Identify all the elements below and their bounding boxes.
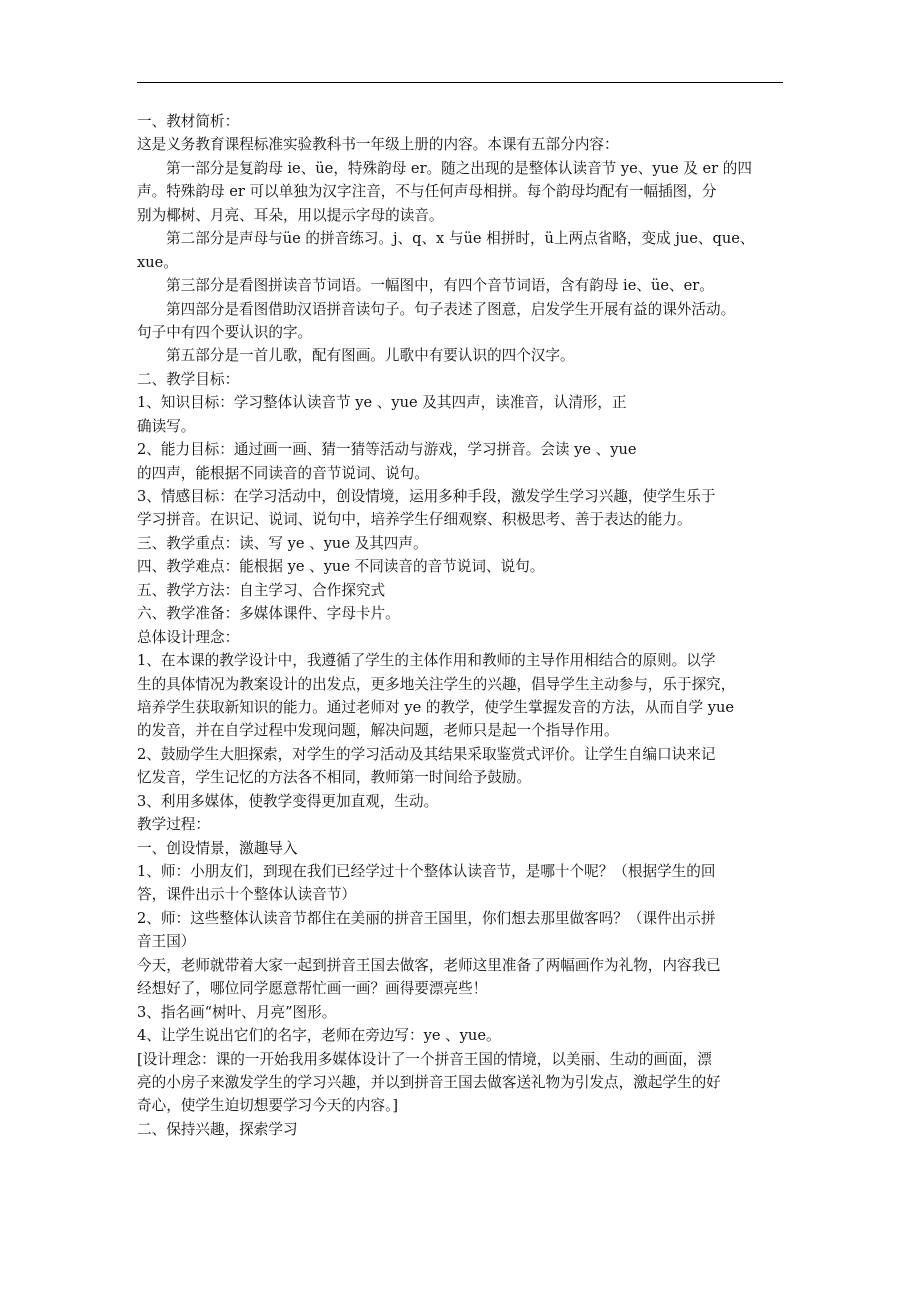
text-line: 第二部分是声母与üe 的拼音练习。j、q、x 与üe 相拼时，ü上两点省略，变成 jue、que、 <box>166 230 755 248</box>
text-line: 3、指名画“树叶、月亮”图形。 <box>137 1003 337 1021</box>
text-line: 教学过程： <box>137 816 210 834</box>
text-line: 六、教学准备：多媒体课件、字母卡片。 <box>137 605 400 623</box>
header-rule <box>137 82 783 83</box>
text-line: 音王国） <box>137 933 196 951</box>
text-line: 第三部分是看图拼读音节词语。一幅图中，有四个音节词语，含有韵母 ie、üe、er。 <box>166 277 714 295</box>
text-line: 别为椰树、月亮、耳朵，用以提示字母的读音。 <box>137 206 444 224</box>
text-line: 的四声，能根据不同读音的音节说词、说句。 <box>137 464 429 482</box>
text-line: 3、情感目标：在学习活动中，创设情境，运用多种手段，激发学生学习兴趣，使学生乐于 <box>137 488 716 505</box>
text-line: 总体设计理念： <box>137 628 240 646</box>
text-line: 今天，老师就带着大家一起到拼音王国去做客，老师这里准备了两幅画作为礼物，内容我已 <box>137 956 721 974</box>
text-line: 这是义务教育课程标准实验教科书一年级上册的内容。本课有五部分内容： <box>137 136 619 154</box>
text-line: 四、教学难点：能根据 ye 、yue 不同读音的音节说词、说句。 <box>137 558 545 576</box>
text-line: 二、保持兴趣，探索学习 <box>137 1120 298 1138</box>
text-line: 2、师：这些整体认读音节都住在美丽的拼音王国里，你们想去那里做客吗？（课件出示拼 <box>137 909 716 927</box>
text-line: 亮的小房子来激发学生的学习兴趣，并以到拼音王国去做客送礼物为引发点，激起学生的好 <box>137 1073 721 1091</box>
text-line: 3、利用多媒体，使教学变得更加直观，生动。 <box>137 792 439 810</box>
text-line: 确读写。 <box>137 417 196 435</box>
text-line: 句子中有四个要认识的字。 <box>137 323 313 341</box>
text-line: 1、知识目标：学习整体认读音节 ye 、yue 及其四声，读准音，认清形，正 <box>137 394 627 412</box>
text-line: 的发音，并在自学过程中发现问题，解决问题，老师只是起一个指导作用。 <box>137 722 619 740</box>
text-line: 一、创设情景，激趣导入 <box>137 839 298 857</box>
text-line: 奇心，使学生迫切想要学习今天的内容。] <box>137 1097 399 1115</box>
text-line: 1、在本课的教学设计中，我遵循了学生的主体作用和教师的主导作用相结合的原则。以学 <box>137 652 716 670</box>
text-line: xue。 <box>137 253 178 271</box>
text-line: 1、师：小朋友们，到现在我们已经学过十个整体认读音节，是哪十个呢？（根据学生的回 <box>137 863 716 880</box>
text-line: 学习拼音。在识记、说词、说句中，培养学生仔细观察、积极思考、善于表达的能力。 <box>137 511 692 529</box>
text-line: 2、鼓励学生大胆探索，对学生的学习活动及其结果采取鉴赏式评价。让学生自编口诀来记 <box>137 745 716 763</box>
text-line: 第五部分是一首儿歌，配有图画。儿歌中有要认识的四个汉字。 <box>166 347 575 365</box>
text-line: 答，课件出示十个整体认读音节） <box>137 886 356 904</box>
text-line: 第四部分是看图借助汉语拼音读句子。句子表述了图意，启发学生开展有益的课外活动。 <box>166 300 736 318</box>
text-line: 4、让学生说出它们的名字，老师在旁边写：ye 、yue。 <box>137 1027 501 1045</box>
text-line: 第一部分是复韵母 ie、üe，特殊韵母 er。随之出现的是整体认读音节 ye、yue 及 er 的四 <box>166 159 752 177</box>
text-line: 声。特殊韵母 er 可以单独为汉字注音，不与任何声母相拼。每个韵母均配有一幅插图，分 <box>137 183 717 201</box>
text-line: 生的具体情况为教案设计的出发点，更多地关注学生的兴趣，倡导学生主动参与，乐于探究， <box>137 675 736 693</box>
text-line: 培养学生获取新知识的能力。通过老师对 ye 的教学，使学生掌握发音的方法，从而自学 yue <box>137 698 735 716</box>
text-line: 2、能力目标：通过画一画、猜一猜等活动与游戏，学习拼音。会读 ye 、yue <box>137 441 637 459</box>
text-line: 五、教学方法：自主学习、合作探究式 <box>137 581 386 599</box>
text-line: [设计理念：课的一开始我用多媒体设计了一个拼音王国的情境，以美丽、生动的画面，漂 <box>137 1050 712 1068</box>
text-line: 忆发音，学生记忆的方法各不相同，教师第一时间给予鼓励。 <box>137 769 532 787</box>
text-line: 三、教学重点：读、写 ye 、yue 及其四声。 <box>137 534 428 552</box>
text-line: 经想好了，哪位同学愿意帮忙画一画？画得要漂亮些！ <box>137 980 488 998</box>
document-body <box>137 110 787 1141</box>
text-line: 一、教材简析： <box>137 113 240 130</box>
text-line: 二、教学目标： <box>137 370 240 388</box>
